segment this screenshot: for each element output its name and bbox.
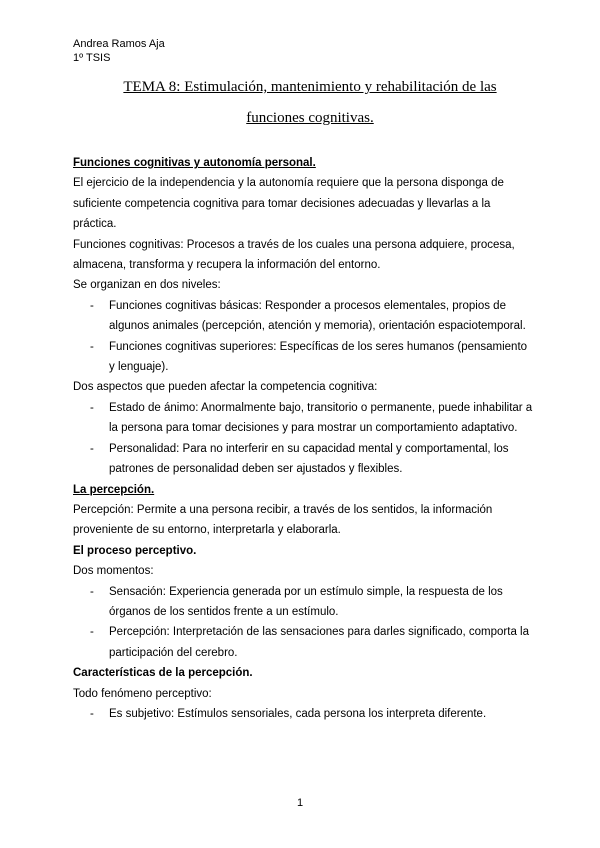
list-item-text: Personalidad: Para no interferir en su capacidad mental y comportamental, los patrones de personalidad deben ser ajustados y flexibles.: [109, 442, 509, 476]
dash-bullet: -: [90, 707, 94, 720]
paragraph: Dos aspectos que pueden afectar la competencia cognitiva:: [73, 381, 378, 394]
bullet-list-moments: [73, 582, 533, 664]
paragraph: El ejercicio de la independencia y la autonomía requiere que la persona disponga de suficiente competencia cognitiva para tomar decisiones adecuadas y llevarlas a la práctica.: [73, 177, 504, 231]
author-name: Andrea Ramos Aja: [73, 38, 165, 50]
list-item: [73, 337, 533, 378]
bullet-list-characteristics: [73, 704, 533, 724]
section-heading-cognitive-functions: Funciones cognitivas y autonomía personal.: [73, 157, 316, 169]
list-item: [73, 622, 533, 663]
title-line-1: TEMA 8: Estimulación, mantenimiento y rehabilitación de las: [123, 79, 497, 95]
list-item-text: Funciones cognitivas básicas: Responder a procesos elementales, propios de algunos animales (percepción, atención y memoria), orientación espaciotemporal.: [109, 299, 526, 333]
dash-bullet: -: [90, 626, 94, 639]
dash-bullet: -: [90, 442, 94, 455]
list-item-text: Es subjetivo: Estímulos sensoriales, cada persona los interpreta diferente.: [109, 707, 487, 720]
list-item-text: Sensación: Experiencia generada por un estímulo simple, la respuesta de los órganos de los sentidos frente a un estímulo.: [109, 585, 503, 618]
dash-bullet: -: [90, 340, 94, 353]
page-header: [73, 37, 165, 65]
list-item-text: Estado de ánimo: Anormalmente bajo, transitorio o permanente, puede inhabilitar a la persona para tomar decisiones y para mostrar un comportamiento adaptativo.: [109, 401, 533, 435]
list-item: [73, 704, 533, 724]
document-body: [73, 153, 533, 724]
bullet-list-levels: [73, 296, 533, 378]
section-heading-perception: La percepción.: [73, 483, 155, 496]
paragraph: Percepción: Permite a una persona recibir, a través de los sentidos, la información proveniente de su entorno, interpretarla y elaborarla.: [73, 503, 493, 537]
list-item: [73, 439, 533, 480]
list-item-text: Percepción: Interpretación de las sensaciones para darles significado, comporta la participación del cerebro.: [109, 626, 529, 659]
list-item: [73, 398, 533, 439]
section-heading-characteristics: Características de la percepción.: [73, 667, 253, 680]
section-heading-perceptive-process: El proceso perceptivo.: [73, 544, 197, 557]
list-item: [73, 296, 533, 337]
title-line-2: funciones cognitivas.: [246, 110, 374, 126]
bullet-list-aspects: [73, 398, 533, 480]
paragraph: Se organizan en dos niveles:: [73, 279, 221, 292]
paragraph: Dos momentos:: [73, 565, 154, 578]
document-title: [60, 72, 560, 134]
dash-bullet: -: [90, 401, 94, 414]
list-item: [73, 582, 533, 623]
list-item-text: Funciones cognitivas superiores: Específicas de los seres humanos (pensamiento y lenguaje).: [109, 340, 528, 374]
dash-bullet: -: [90, 299, 94, 312]
paragraph: Funciones cognitivas: Procesos a través de los cuales una persona adquiere, procesa, almacena, transforma y recupera la información del entorno.: [73, 238, 515, 272]
course-label: 1º TSIS: [73, 52, 111, 64]
paragraph: Todo fenómeno perceptivo:: [73, 687, 212, 700]
page-number: 1: [296, 797, 304, 809]
dash-bullet: -: [90, 585, 94, 598]
